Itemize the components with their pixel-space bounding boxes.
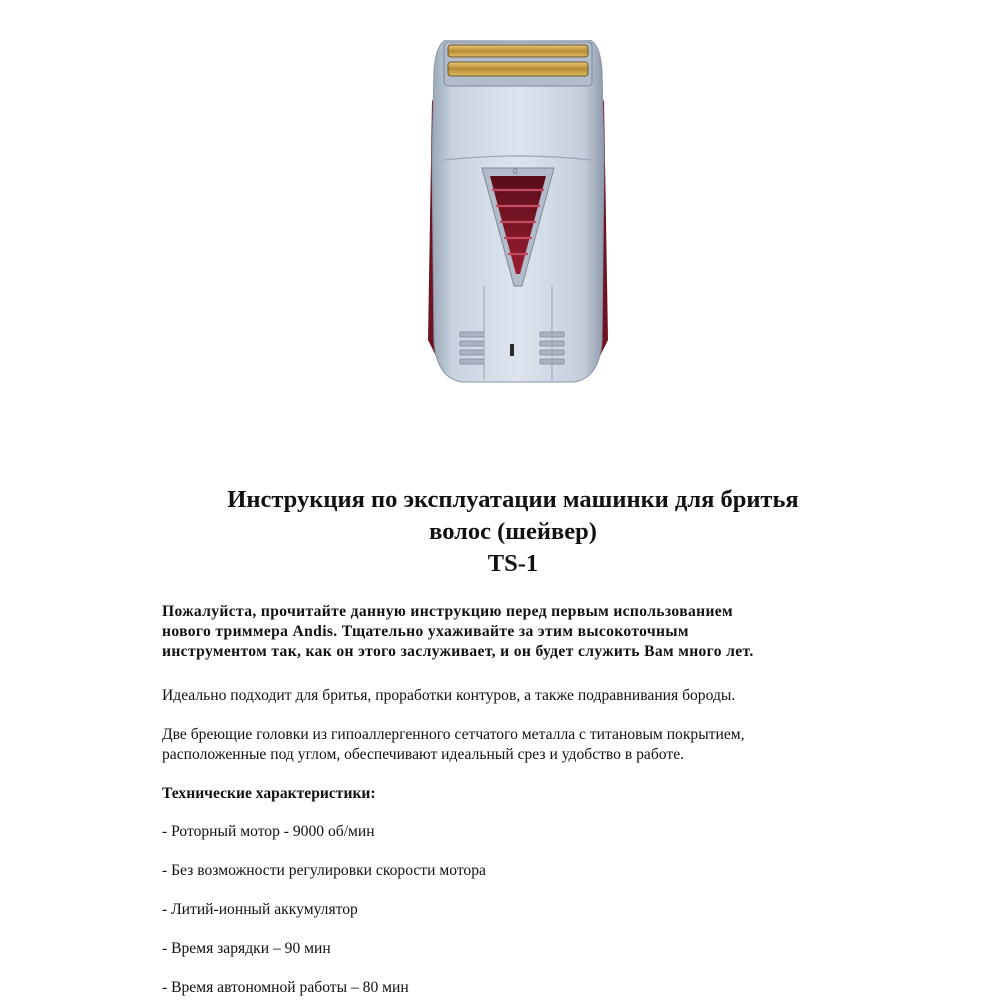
- title-line: Инструкция по эксплуатации машинки для бритья: [227, 486, 799, 513]
- specs-heading: Технические характеристики:: [162, 785, 376, 802]
- foil-top: [448, 45, 588, 57]
- intro-line: инструментом так, как он этого заслуживает, и он будет служить Вам много лет.: [162, 643, 754, 660]
- spec-item: - Без возможности регулировки скорости мотора: [162, 862, 486, 879]
- spec-item: - Время автономной работы – 80 мин: [162, 979, 409, 996]
- intro-line: нового триммера Andis. Тщательно ухаживайте за этим высокоточным: [162, 623, 689, 640]
- title-line: TS-1: [487, 550, 539, 577]
- document-title: [0, 484, 1000, 580]
- intro-line: Пожалуйста, прочитайте данную инструкцию перед первым использованием: [162, 603, 734, 620]
- intro-paragraph: [162, 602, 754, 662]
- heads-line: расположенные под углом, обеспечивают идеальный срез и удобство в работе.: [162, 746, 685, 763]
- heads-paragraph: [162, 725, 745, 765]
- spec-item: - Время зарядки – 90 мин: [162, 940, 331, 957]
- shaver-illustration: [424, 40, 612, 386]
- spec-item: - Роторный мотор - 9000 об/мин: [162, 823, 375, 840]
- title-line: волос (шейвер): [429, 518, 597, 545]
- usage-paragraph: Идеально подходит для бритья, проработки контуров, а также подравнивания бороды.: [162, 687, 736, 704]
- heads-line: Две бреющие головки из гипоаллергенного сетчатого металла с титановым покрытием,: [162, 726, 745, 743]
- spec-item: - Литий-ионный аккумулятор: [162, 901, 358, 918]
- foil-bottom: [448, 62, 588, 76]
- charge-port: [510, 344, 514, 356]
- off-indicator-label: 0: [513, 167, 518, 176]
